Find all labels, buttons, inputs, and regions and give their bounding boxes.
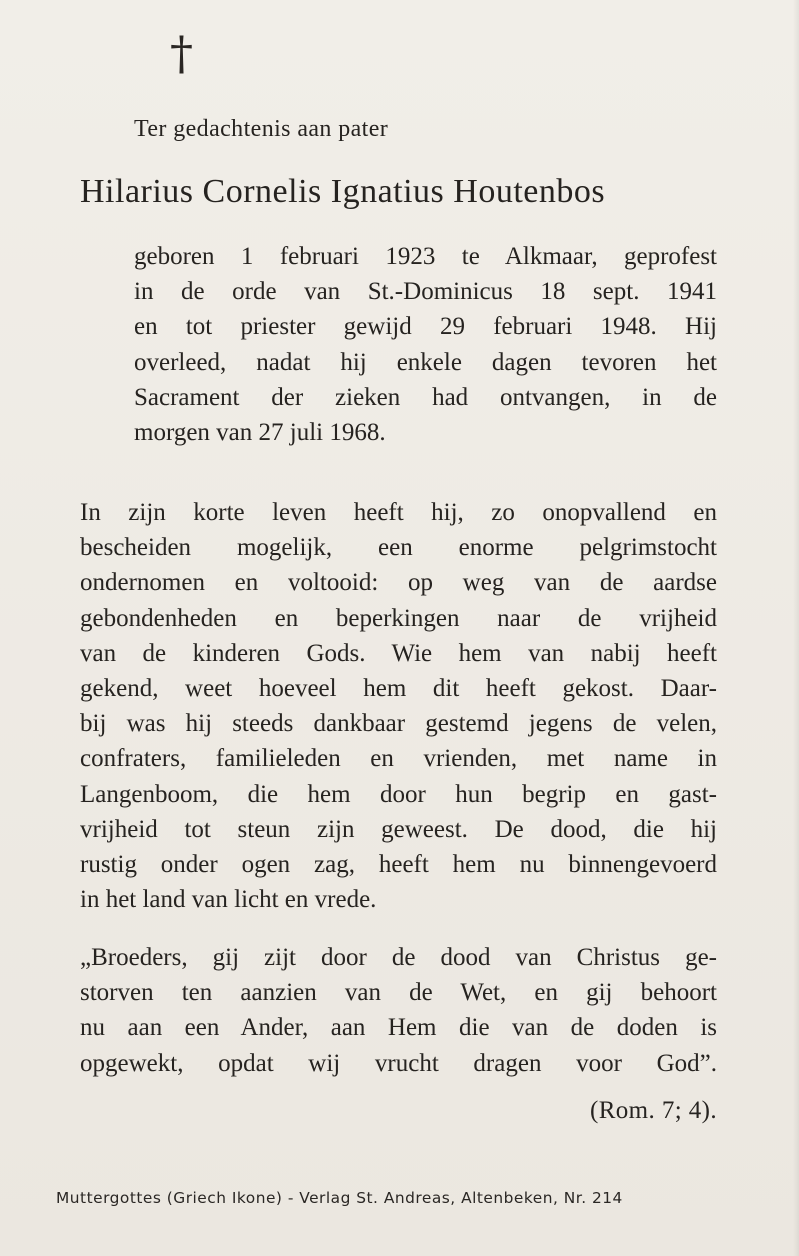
publisher-imprint: Muttergottes (Griech Ikone) - Verlag St. Andreas, Altenbeken, Nr. 214 bbox=[56, 1189, 623, 1207]
scripture-reference: (Rom. 7; 4). bbox=[589, 1097, 717, 1124]
biography-paragraph bbox=[134, 239, 717, 450]
quote-line: storven ten aanzien van de Wet, en gij behoort bbox=[80, 979, 717, 1007]
bio-line: Sacrament der zieken had ontvangen, in de bbox=[134, 383, 717, 411]
bio-line: morgen van 27 juli 1968. bbox=[134, 418, 386, 446]
tribute-line: ondernomen en voltooid: op weg van de aardse bbox=[80, 569, 717, 597]
tribute-paragraph bbox=[80, 495, 717, 917]
tribute-line: In zijn korte leven heeft hij, zo onopvallend en bbox=[80, 499, 717, 526]
tribute-line: gekend, weet hoeveel hem dit heeft gekost. Daar- bbox=[80, 674, 717, 702]
cross-icon: † bbox=[170, 26, 193, 80]
bio-line: en tot priester gewijd 29 februari 1948. Hij bbox=[134, 313, 717, 341]
tribute-line: bescheiden mogelijk, een enorme pelgrimstocht bbox=[80, 534, 717, 562]
bio-line: in de orde van St.-Dominicus 18 sept. 1941 bbox=[134, 278, 717, 306]
tribute-line: rustig onder ogen zag, heeft hem nu binnengevoerd bbox=[80, 850, 717, 878]
tribute-line: confraters, familieleden en vrienden, met name in bbox=[80, 745, 717, 773]
deceased-name: Hilarius Cornelis Ignatius Houtenbos bbox=[80, 173, 606, 210]
tribute-line: in het land van licht en vrede. bbox=[80, 886, 377, 914]
quote-line: „Broeders, gij zijt door de dood van Christus ge- bbox=[80, 944, 717, 971]
tribute-line: gebondenheden en beperkingen naar de vrijheid bbox=[80, 604, 717, 632]
tribute-line: bij was hij steeds dankbaar gestemd jegens de velen, bbox=[80, 710, 717, 738]
tribute-line: Langenboom, die hem door hun begrip en gast- bbox=[80, 780, 717, 808]
tribute-line: van de kinderen Gods. Wie hem van nabij heeft bbox=[80, 639, 717, 667]
quote-line: nu aan een Ander, aan Hem die van de doden is bbox=[80, 1014, 717, 1042]
bio-line: geboren 1 februari 1923 te Alkmaar, geprofest bbox=[134, 243, 717, 270]
bio-line: overleed, nadat hij enkele dagen tevoren het bbox=[134, 348, 717, 376]
scripture-quote bbox=[80, 940, 717, 1081]
tribute-line: vrijheid tot steun zijn geweest. De dood, die hij bbox=[80, 815, 717, 843]
dedication-line: Ter gedachtenis aan pater bbox=[134, 116, 389, 142]
quote-line: opgewekt, opdat wij vrucht dragen voor God”. bbox=[80, 1049, 717, 1077]
